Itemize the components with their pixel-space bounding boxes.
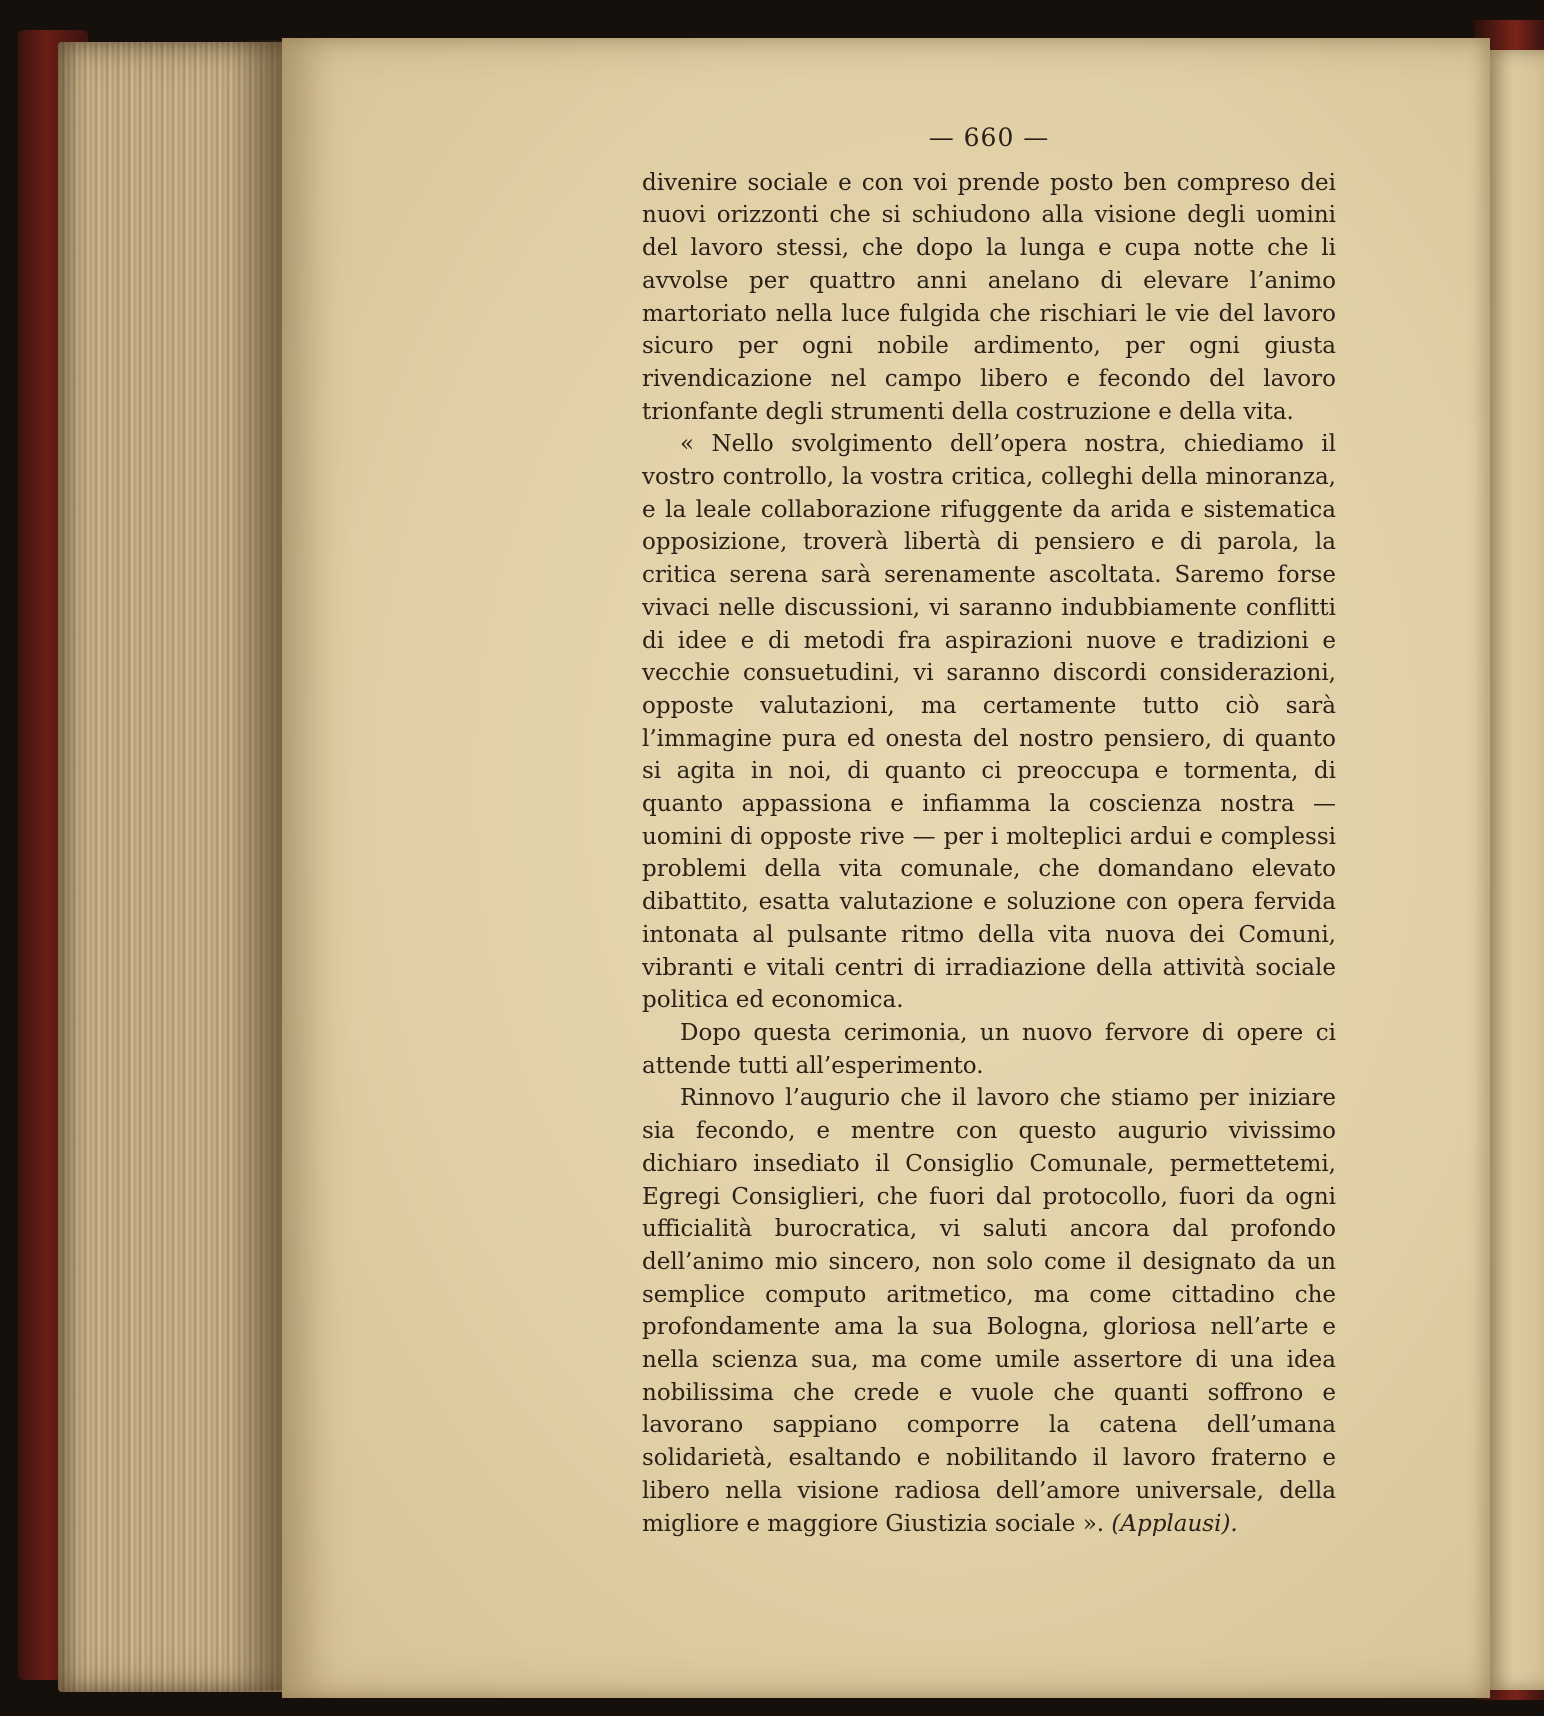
paragraph-text: « Nello svolgimento dell’opera nostra, chiediamo il vostro controllo, la vostra critica, colleghi della minoranza, e la leale collaborazione rifuggente da arida e sistematica opposizione, troverà libertà di pensiero e di parola, la critica serena sarà serenamente ascoltata. Saremo forse vivaci nelle discussioni, vi saranno indubbiamente conflitti di idee e di metodi fra aspirazioni nuove e tradizioni e vecchie consuetudini, vi saranno discordi considerazioni, opposte valutazioni, ma certamente tutto ciò sarà l’immagine pura ed onesta del nostro pensiero, di quanto si agita in noi, di quanto ci preoccupa e tormenta, di quanto appassiona e infiamma la coscienza nostra — uomini di opposte rive — per i molteplici ardui e complessi problemi della vita comunale, che domandano elevato dibattito, esatta valutazione e soluzione con opera fervida intonata al pulsante ritmo della vita nuova dei Comuni, vibranti e vitali centri di irradiazione della attività sociale politica ed economica. (642, 431, 1336, 1014)
paragraph-3 (642, 1017, 1336, 1082)
paragraph-text: Dopo questa cerimonia, un nuovo fervore di opere ci attende tutti all’esperimento. (642, 1019, 1336, 1079)
applause-note: (Applausi). (1111, 1510, 1238, 1537)
paragraph-2 (642, 428, 1336, 1017)
page-content (642, 122, 1336, 1540)
page-number: — 660 — (928, 123, 1050, 152)
paragraph-text: divenire sociale e con voi prende posto ben compreso dei nuovi orizzonti che si schiudono alla visione degli uomini del lavoro stessi, che dopo la lunga e cupa notte che li avvolse per quattro anni anelano di elevare l’animo martoriato nella luce fulgida che rischiari le vie del lavoro sicuro per ogni nobile ardimento, per ogni giusta rivendicazione nel campo libero e fecondo del lavoro trionfante degli strumenti della costruzione e della vita. (642, 169, 1336, 425)
paragraph-1 (642, 167, 1336, 429)
facing-page-edge (1484, 50, 1544, 1690)
paragraph-4 (642, 1082, 1336, 1540)
paragraph-text: Rinnovo l’augurio che il lavoro che stiamo per iniziare sia fecondo, e mentre con questo augurio vivissimo dichiaro insediato il Consiglio Comunale, permettetemi, Egregi Consiglieri, che fuori dal protocollo, fuori da ogni ufficialità burocratica, vi saluti ancora dal profondo dell’animo mio sincero, non solo come il designato da un semplice computo aritmetico, ma come cittadino che profondamente ama la sua Bologna, gloriosa nell’arte e nella scienza sua, ma come umile assertore di una idea nobilissima che crede e vuole che quanti soffrono e lavorano sappiano comporre la catena dell’umana solidarietà, esaltando e nobilitando il lavoro fraterno e libero nella visione radiosa dell’amore universale, della migliore e maggiore Giustizia sociale ». (642, 1085, 1336, 1537)
